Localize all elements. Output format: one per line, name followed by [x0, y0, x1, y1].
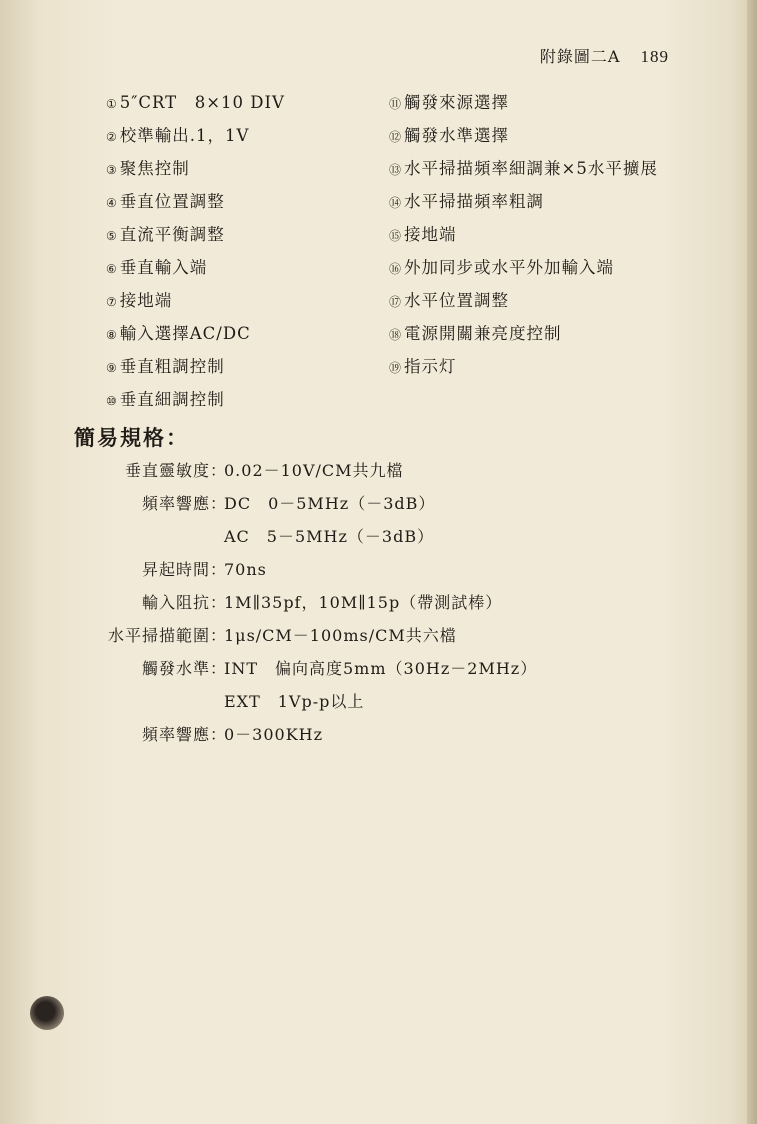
item-number: ⑲: [389, 361, 403, 375]
item-text: 水平掃描頻率細調兼×5水平擴展: [404, 159, 658, 178]
item-text: 電源開關兼亮度控制: [404, 324, 562, 343]
list-item: [389, 288, 689, 321]
item-text: 聚焦控制: [119, 159, 190, 178]
header-title: 附錄圖二A: [539, 47, 621, 66]
item-text: 垂直細調控制: [119, 390, 225, 409]
spec-label: 垂直靈敏度: [124, 461, 210, 480]
spec-row: [60, 623, 720, 656]
list-item: [106, 255, 386, 288]
spec-colon: ：: [210, 593, 228, 612]
spec-colon: ：: [210, 461, 228, 480]
page-number: 189: [640, 47, 669, 66]
spec-label: 頻率響應: [141, 494, 210, 513]
spec-value: DC 0－5MHz（－3dB）: [224, 494, 436, 513]
item-text: 水平掃描頻率粗調: [404, 192, 545, 211]
spec-colon: ：: [210, 659, 228, 678]
spec-value: EXT 1Vp-p以上: [224, 692, 365, 711]
list-item: [106, 156, 386, 189]
item-text: 水平位置調整: [404, 291, 510, 310]
item-text: 接地端: [404, 225, 457, 244]
list-item: [106, 321, 386, 354]
item-text: 垂直位置調整: [119, 192, 225, 211]
item-number: ⑤: [106, 229, 118, 243]
item-text: 觸發來源選擇: [404, 93, 510, 112]
item-text: 外加同步或水平外加輸入端: [404, 258, 615, 277]
spec-colon: ：: [210, 494, 228, 513]
binding-hole: [30, 996, 64, 1030]
item-number: ⑯: [389, 262, 403, 276]
item-number: ⑮: [389, 229, 403, 243]
item-text: 5″CRT 8×10 DIV: [119, 93, 285, 112]
item-number: ①: [106, 97, 118, 111]
list-item: [389, 123, 689, 156]
list-item: [389, 156, 689, 189]
spec-value: 0.02－10V/CM共九檔: [224, 461, 404, 480]
spec-row: [60, 491, 720, 524]
spec-label: 水平掃描範圍: [107, 626, 210, 645]
specs-title: 簡易規格：: [74, 426, 189, 450]
item-number: ⑰: [389, 295, 403, 309]
spec-row: [60, 590, 720, 623]
list-item: [389, 222, 689, 255]
item-text: 直流平衡調整: [119, 225, 225, 244]
spec-value: 70ns: [224, 560, 267, 579]
component-list-left: [106, 90, 386, 420]
list-item: [106, 222, 386, 255]
item-number: ④: [106, 196, 118, 210]
spec-value: INT 偏向高度5mm（30Hz－2MHz）: [224, 659, 538, 678]
item-number: ③: [106, 163, 118, 177]
item-text: 校準輸出.1，1V: [119, 126, 250, 145]
spec-value: 1μs/CM－100ms/CM共六檔: [224, 626, 457, 645]
page-header: [540, 44, 669, 67]
spec-row: [60, 722, 720, 755]
list-item: [389, 321, 689, 354]
item-text: 接地端: [119, 291, 173, 310]
list-item: [106, 354, 386, 387]
item-text: 垂直輸入端: [119, 258, 208, 277]
spec-value: 1M∥35pf，10M∥15p（帶測試棒）: [224, 593, 503, 612]
item-number: ⑧: [106, 328, 118, 342]
list-item: [106, 189, 386, 222]
spec-label: 輸入阻抗: [141, 593, 210, 612]
specs-table: [60, 458, 720, 755]
list-item: [389, 90, 689, 123]
item-number: ⑥: [106, 262, 118, 276]
spec-row: [60, 458, 720, 491]
spec-row: [60, 557, 720, 590]
spec-row: [60, 656, 720, 689]
spec-row: [60, 524, 720, 557]
component-list-right: [389, 90, 689, 387]
list-item: [106, 123, 386, 156]
item-number: ⑩: [106, 394, 118, 408]
item-number: ⑪: [389, 97, 403, 111]
spec-colon: ：: [210, 560, 228, 579]
item-number: ⑬: [389, 163, 403, 177]
item-number: ⑦: [106, 295, 118, 309]
item-text: 垂直粗調控制: [119, 357, 225, 376]
spec-label: 昇起時間: [141, 560, 210, 579]
list-item: [106, 90, 386, 123]
page-edge: [747, 0, 757, 1124]
item-number: ⑫: [389, 130, 403, 144]
list-item: [106, 288, 386, 321]
list-item: [389, 255, 689, 288]
spec-value: AC 5－5MHz（－3dB）: [224, 527, 435, 546]
list-item: [389, 189, 689, 222]
item-text: 輸入選擇AC/DC: [119, 324, 251, 343]
list-item: [106, 387, 386, 420]
item-text: 觸發水準選擇: [404, 126, 510, 145]
item-number: ②: [106, 130, 118, 144]
spec-value: 0－300KHz: [224, 725, 324, 744]
item-number: ⑱: [389, 328, 403, 342]
item-number: ⑨: [106, 361, 118, 375]
item-text: 指示灯: [404, 357, 457, 376]
item-number: ⑭: [389, 196, 403, 210]
spec-colon: ：: [210, 626, 228, 645]
spec-colon: ：: [210, 725, 228, 744]
list-item: [389, 354, 689, 387]
spec-label: 觸發水準: [141, 659, 210, 678]
spec-label: 頻率響應: [141, 725, 210, 744]
spec-row: [60, 689, 720, 722]
